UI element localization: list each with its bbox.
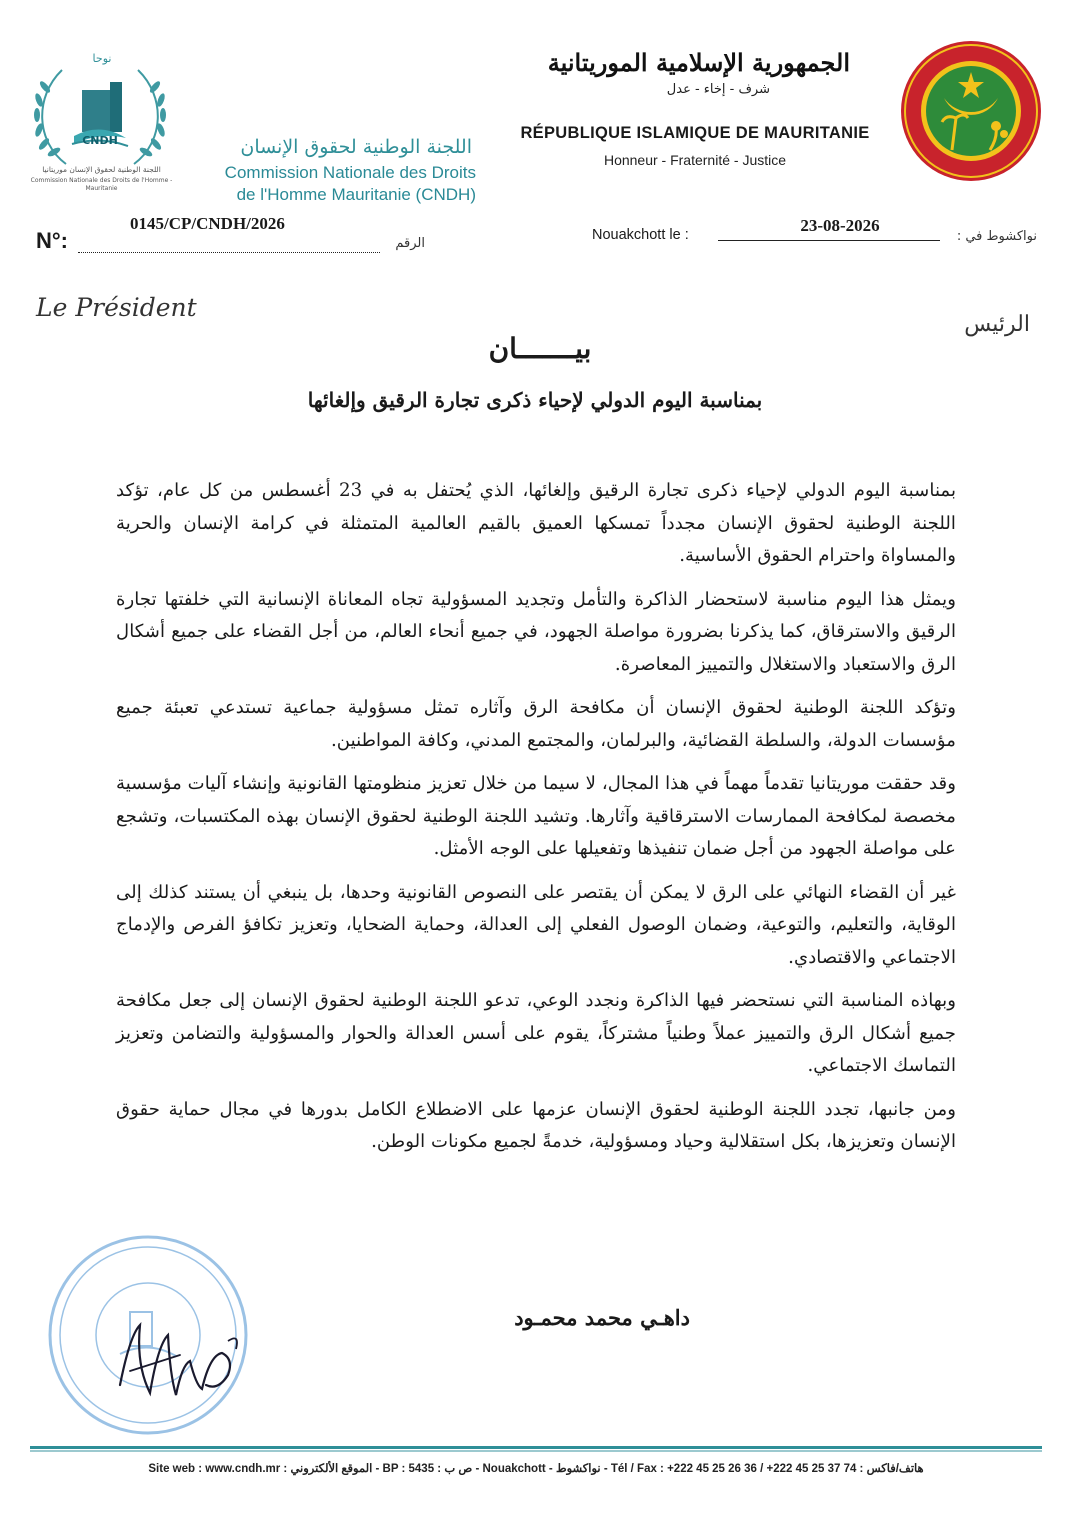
signatory-name: داهـي محمد محمـود bbox=[514, 1305, 690, 1330]
logo-top-text: نوحا bbox=[92, 52, 112, 65]
statement-subtitle: بمناسبة اليوم الدولي لإحياء ذكرى تجارة الرقيق وإلغائها bbox=[307, 388, 763, 412]
cndh-name-ar: اللجنة الوطنية لحقوق الإنسان bbox=[240, 136, 472, 158]
paragraph: غير أن القضاء النهائي على الرق لا يمكن أن يقتصر على النصوص القانونية وحدها، بل ينبغي أن يستند كذلك إلى الوقاية، والتعليم، والتوعية، وضمان الوصول الفعلي إلى العدالة، وحماية الضحايا، وتعزيز تكافؤ الفرص والإدماج الاجتماعي والاقتصادي. bbox=[116, 881, 956, 968]
cndh-name-fr-line1: Commission Nationale des Droits bbox=[224, 163, 476, 182]
logo-caption-ar: اللجنة الوطنية لحقوق الإنسان موريتانيا bbox=[42, 165, 161, 174]
paragraph: بمناسبة اليوم الدولي لإحياء ذكرى تجارة الرقيق وإلغائها، الذي يُحتفل به في 23 أغسطس من كل عام، تؤكد اللجنة الوطنية لحقوق الإنسان مجدداً تمسكها العميق بالقيم العالمية المتمثلة في كرامة الإنسان والحرية والمساواة واحترام الحقوق الأساسية. bbox=[116, 480, 957, 566]
paragraph: وبهاذه المناسبة التي نستحضر فيها الذاكرة ونجدد الوعي، تدعو اللجنة الوطنية لحقوق الإنسان إلى جعل مكافحة جميع أشكال الرق والتمييز عملاً وطنياً مشتركاً، يقوم على أسس العدالة والحوار والمسؤولية والتضامن وتعزيز التماسك الاجتماعي. bbox=[116, 990, 956, 1076]
president-title-ar: الرئيس bbox=[964, 312, 1030, 337]
footer-divider bbox=[30, 1446, 1042, 1453]
president-title-fr: Le Président bbox=[36, 293, 197, 322]
national-seal bbox=[896, 38, 1046, 184]
number-label-ar: الرقم bbox=[395, 236, 425, 251]
motto-fr: Honneur - Fraternité - Justice bbox=[603, 152, 787, 168]
handwritten-signature bbox=[110, 1315, 250, 1405]
laurel-wreath-icon bbox=[26, 52, 174, 182]
number-label: N°: bbox=[36, 228, 69, 253]
date-value: 23-08-2026 bbox=[800, 216, 880, 235]
paragraph: ويمثل هذا اليوم مناسبة لاستحضار الذاكرة والتأمل وتجديد المسؤولية تجاه المعاناة الإنسانية التي خلفتها تجارة الرقيق والاسترقاق، كما يذكرنا بضرورة مواصلة الجهود، في جميع أنحاء العالم، من أجل القضاء على جميع أشكال الرق والاستعباد والاستغلال والتمييز المعاصرة. bbox=[116, 588, 956, 675]
cndh-logo bbox=[26, 52, 174, 182]
number-dotted-line bbox=[78, 252, 380, 253]
date-line bbox=[718, 240, 940, 241]
statement-heading: بيـــــــان bbox=[488, 332, 592, 365]
statement-body bbox=[116, 475, 956, 1170]
signature-icon bbox=[110, 1315, 250, 1405]
paragraph: وتؤكد اللجنة الوطنية لحقوق الإنسان أن مكافحة الرق وآثاره تمثل مسؤولية جماعية تستدعي تعبئة جميع مؤسسات الدولة، والسلطة القضائية، والبرلمان، والمجتمع المدني، وكافة المواطنين. bbox=[116, 697, 956, 751]
date-label-ar: نواكشوط في : bbox=[956, 229, 1037, 244]
cndh-name-fr-line2: de l'Homme Mauritanie (CNDH) bbox=[236, 185, 476, 204]
date-label-fr: Nouakchott le : bbox=[592, 227, 689, 243]
reference-number: 0145/CP/CNDH/2026 bbox=[130, 214, 285, 233]
national-emblem-icon bbox=[896, 38, 1046, 184]
logo-acronym: CNDH bbox=[82, 134, 118, 147]
republic-name-ar: الجمهورية الإسلامية الموريتانية bbox=[547, 48, 850, 77]
motto-ar: شرف - إخاء - عدل bbox=[666, 82, 770, 97]
republic-name-fr: RÉPUBLIQUE ISLAMIQUE DE MAURITANIE bbox=[520, 124, 870, 142]
footer-contact: Site web : www.cndh.mr : الموقع الألكتروني - BP : 5435 : ص ب - Nouakchott - نواكشوط - Tél / Fax : +222 45 25 26 36 / +222 45 25 37 74 : هاتف/فاكس bbox=[148, 1463, 924, 1475]
paragraph: ومن جانبها، تجدد اللجنة الوطنية لحقوق الإنسان عزمها على الاضطلاع الكامل بدورها في مجال حماية حقوق الإنسان وتعزيزها، بكل استقلالية وحياد ومسؤولية، خدمةً لجميع مكونات الوطن. bbox=[116, 1098, 956, 1152]
logo-caption-fr: Commission Nationale des Droits de l'Homme - Mauritanie bbox=[30, 177, 173, 192]
paragraph: وقد حققت موريتانيا تقدماً مهماً في هذا المجال، لا سيما من خلال تعزيز منظومتها القانونية وإنشاء آليات مؤسسية مخصصة لمكافحة الممارسات الاسترقاقية وآثارها. وتشيد اللجنة الوطنية لحقوق الإنسان بهذه المكتسبات، وتشجع على مواصلة الجهود من أجل ضمان تنفيذها وتفعيلها على الوجه الأمثل. bbox=[116, 773, 956, 859]
